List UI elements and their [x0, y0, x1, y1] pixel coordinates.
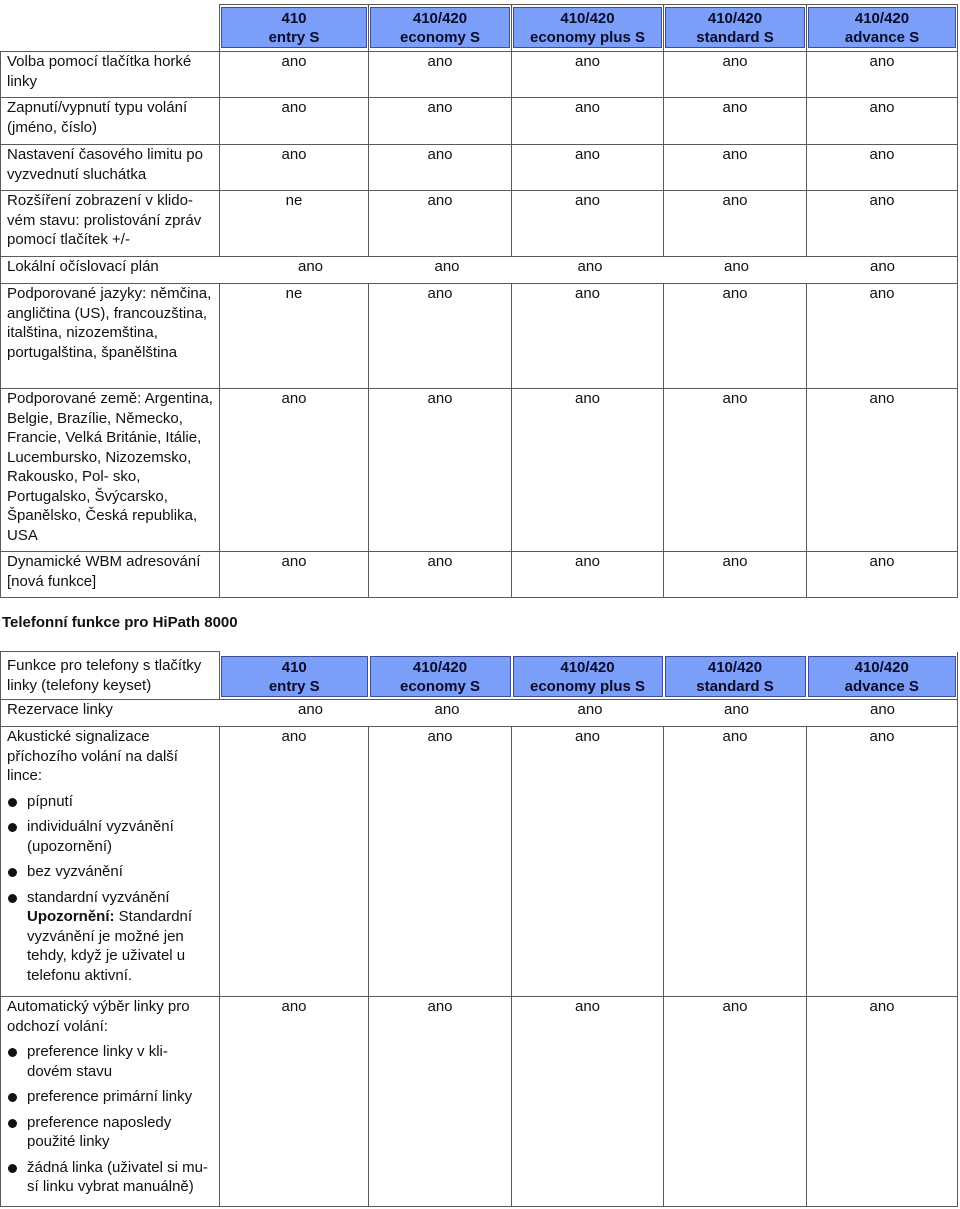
list-item	[7, 888, 216, 986]
column-header-standard: 410/420 standard S	[665, 7, 805, 48]
feature-label: Podporované země: Argentina, Belgie, Brazílie, Německo, Francie, Velká Británie, Itálie, Lucembursko, Nizozemsko, Rakousko, Pol- sko, Portugalsko, Švýcarsko, Španělsko, Česká republika, USA	[1, 389, 220, 552]
list-item: individuální vyzvánění (upozornění)	[7, 817, 216, 856]
column-header-economy: 410/420 economy S	[370, 7, 510, 48]
cell-value: ano	[664, 552, 807, 598]
feature-label: Volba pomocí tlačítka horké linky	[1, 52, 220, 98]
cell-value: ano	[434, 701, 460, 718]
cell-value: ne	[220, 284, 369, 389]
cell-value: ano	[220, 52, 369, 98]
list-item: preference linky v kli- dovém stavu	[7, 1042, 216, 1081]
column-header-economy-plus: 410/420 economy plus S	[513, 7, 662, 48]
cell-value: ano	[220, 552, 369, 598]
table-row	[1, 145, 958, 191]
column-header-economy: 410/420 economy S	[370, 656, 511, 697]
cell-value: ano	[297, 258, 324, 275]
cell-value: ano	[807, 98, 958, 145]
cell-value: ano	[577, 258, 603, 275]
column-header-standard: 410/420 standard S	[665, 656, 806, 697]
feature-auto-line-selection	[1, 997, 220, 1207]
table-row	[1, 191, 958, 257]
cell-value: ano	[220, 997, 369, 1207]
cell-value: ano	[723, 701, 750, 718]
feature-intro: Akustické signalizace příchozího volání na další lince:	[7, 728, 178, 784]
feature-label: Zapnutí/vypnutí typu volání (jméno, číslo)	[1, 98, 220, 145]
cell-value: ano	[369, 727, 512, 997]
header-corner-empty	[1, 5, 220, 52]
list-item-label: standardní vyzvánění	[27, 888, 170, 906]
feature-label: Lokální očíslovací plán	[7, 258, 159, 275]
cell-value: ano	[807, 145, 958, 191]
cell-value: ne	[220, 191, 369, 257]
cell-value: ano	[512, 52, 664, 98]
cell-value: ano	[577, 701, 603, 718]
table-row	[1, 52, 958, 98]
table-header-row	[1, 652, 958, 700]
cell-value: ano	[512, 191, 664, 257]
feature-label: Nastavení časového limitu po vyzvednutí sluchátka	[1, 145, 220, 191]
table-header-row	[1, 5, 958, 52]
cell-value: ano	[220, 145, 369, 191]
cell-value: ano	[369, 997, 512, 1207]
feature-label: Dynamické WBM adresování [nová funkce]	[1, 552, 220, 598]
note-label: Upozornění:	[27, 908, 115, 925]
list-item: preference naposledy použité linky	[7, 1113, 216, 1152]
cell-value: ano	[869, 258, 896, 275]
list-item: bez vyzvánění	[7, 862, 216, 882]
table-row	[1, 700, 958, 727]
row-local-dial-plan	[1, 257, 957, 277]
features-table-1	[0, 4, 958, 598]
row-line-reservation	[1, 700, 957, 720]
cell-value: ano	[369, 284, 512, 389]
note	[27, 907, 216, 985]
cell-value: ano	[220, 98, 369, 145]
feature-label: Podporované jazyky: němčina, angličtina (US), francouzština, italština, nizozemština, portugalština, španělština	[1, 284, 220, 389]
table-row	[1, 552, 958, 598]
cell-value: ano	[297, 701, 324, 718]
list-item: preference primární linky	[7, 1087, 216, 1107]
cell-value: ano	[664, 997, 807, 1207]
table-row	[1, 284, 958, 389]
feature-acoustic-signaling	[1, 727, 220, 997]
cell-value: ano	[512, 389, 664, 552]
cell-value: ano	[723, 258, 750, 275]
cell-value: ano	[664, 284, 807, 389]
cell-value: ano	[369, 552, 512, 598]
cell-value: ano	[512, 284, 664, 389]
cell-value: ano	[807, 997, 958, 1207]
cell-value: ano	[807, 284, 958, 389]
column-header-entry: 410 entry S	[221, 7, 367, 48]
cell-value: ano	[664, 389, 807, 552]
cell-value: ano	[664, 191, 807, 257]
cell-value: ano	[369, 98, 512, 145]
section-title: Telefonní funkce pro HiPath 8000	[2, 614, 238, 631]
feature-label: Rozšíření zobrazení v klido- vém stavu: prolistování zpráv pomocí tlačítek +/-	[1, 191, 220, 257]
feature-intro: Automatický výběr linky pro odchozí volání:	[7, 998, 190, 1035]
cell-value: ano	[664, 52, 807, 98]
cell-value: ano	[512, 552, 664, 598]
cell-value: ano	[369, 145, 512, 191]
column-header-entry: 410 entry S	[221, 656, 368, 697]
table-row	[1, 997, 958, 1207]
cell-value: ano	[664, 727, 807, 997]
table-row	[1, 98, 958, 145]
cell-value: ano	[807, 191, 958, 257]
cell-value: ano	[369, 52, 512, 98]
cell-value: ano	[807, 552, 958, 598]
cell-value: ano	[512, 727, 664, 997]
list-item: žádná linka (uživatel si mu- sí linku vybrat manuálně)	[7, 1158, 216, 1197]
cell-value: ano	[869, 701, 896, 718]
feature-label: Rezervace linky	[7, 701, 113, 718]
cell-value: ano	[369, 191, 512, 257]
table-row	[1, 257, 958, 284]
column-header-advance: 410/420 advance S	[808, 656, 957, 697]
table-row	[1, 727, 958, 997]
column-header-economy-plus: 410/420 economy plus S	[513, 656, 663, 697]
note-text: Standardní vyzvánění je možné jen tehdy, když je uživatel u telefonu aktivní.	[27, 908, 193, 984]
cell-value: ano	[664, 98, 807, 145]
cell-value: ano	[664, 145, 807, 191]
list-item: pípnutí	[7, 792, 216, 812]
cell-value: ano	[434, 258, 460, 275]
cell-value: ano	[220, 727, 369, 997]
features-table-2	[0, 651, 958, 1207]
column-header-advance: 410/420 advance S	[808, 7, 956, 48]
corner-label: Funkce pro telefony s tlačítky linky (telefony keyset)	[1, 652, 220, 700]
table-row	[1, 389, 958, 552]
cell-value: ano	[807, 389, 958, 552]
cell-value: ano	[512, 145, 664, 191]
cell-value: ano	[512, 997, 664, 1207]
cell-value: ano	[369, 389, 512, 552]
cell-value: ano	[512, 98, 664, 145]
cell-value: ano	[220, 389, 369, 552]
cell-value: ano	[807, 727, 958, 997]
cell-value: ano	[807, 52, 958, 98]
